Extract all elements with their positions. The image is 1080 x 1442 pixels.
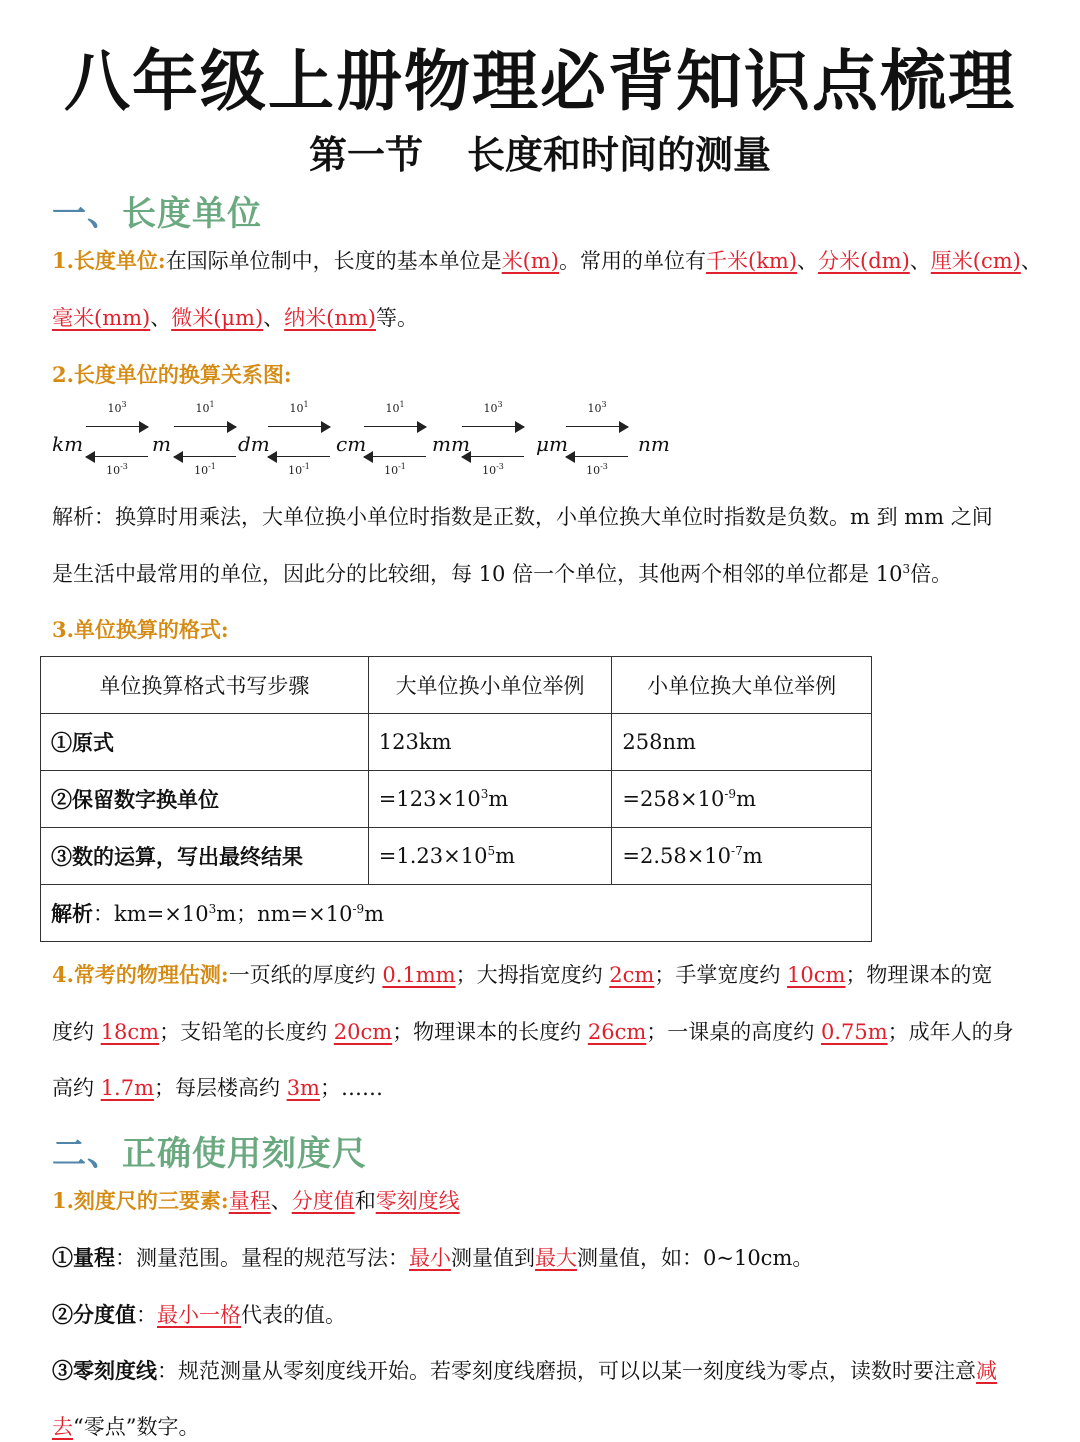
point-label-conversion-diagram — [52, 360, 1032, 390]
exponent: 3 — [208, 902, 217, 916]
table-header-row — [41, 657, 872, 714]
text: =1.23×10 — [378, 844, 488, 868]
exponent-base: 10 — [289, 402, 304, 415]
table-cell-example — [612, 828, 872, 885]
arrow-right-icon — [174, 418, 236, 436]
key-term: 米(m) — [501, 249, 559, 273]
text: m — [495, 844, 516, 868]
text: 和 — [354, 1189, 376, 1213]
divisor-label — [566, 464, 628, 477]
text: 一页纸的厚度约 — [228, 963, 383, 987]
text: 是生活中最常用的单位，因此分的比较细，每 10 倍一个单位，其他两个相邻的单位都是 10 — [52, 562, 903, 586]
table-row — [41, 828, 872, 885]
divisor-label — [174, 464, 236, 477]
point-label: 3.单位换算的格式: — [52, 617, 229, 642]
key-term: 千米(km) — [706, 249, 798, 273]
estimate-value: 0.1mm — [382, 963, 456, 987]
exponent-base: 10 — [106, 464, 121, 477]
unit-conversion-diagram — [52, 400, 692, 486]
key-term: 最大 — [535, 1246, 577, 1270]
text: 、 — [150, 306, 172, 330]
text: m — [742, 844, 763, 868]
page-title: 八年级上册物理必背知识点梳理 — [64, 43, 1016, 120]
text: 123km — [378, 730, 452, 754]
paragraph-ruler-elements — [52, 1186, 1032, 1216]
paragraph-length-units-cont — [52, 303, 1032, 333]
estimate-value: 20cm — [333, 1020, 393, 1044]
table-header: 大单位换小单位举例 — [368, 657, 612, 714]
table-note-row — [41, 885, 872, 942]
exponent: -9 — [352, 902, 365, 916]
point-label: 1.长度单位: — [52, 248, 166, 273]
paragraph-range — [52, 1243, 1032, 1273]
text: ；…… — [319, 1076, 383, 1100]
paragraph-estimates-3 — [52, 1073, 1032, 1103]
section-mark: 二、 — [52, 1134, 122, 1174]
unit-label: μm — [536, 432, 568, 456]
exponent: -9 — [724, 787, 737, 801]
analysis-line-2 — [52, 559, 1032, 589]
section-heading-2 — [52, 1126, 367, 1175]
multiplier-label — [268, 402, 330, 415]
table-header: 单位换算格式书写步骤 — [41, 657, 369, 714]
item-label: ①量程 — [52, 1245, 115, 1270]
key-term: 厘米(cm) — [930, 249, 1021, 273]
key-term: 最小 — [409, 1246, 451, 1270]
divisor-label — [462, 464, 524, 477]
exponent: -3 — [120, 462, 128, 471]
key-term: 零刻度线 — [375, 1189, 460, 1213]
exponent: 1 — [399, 400, 405, 409]
text: =2.58×10 — [622, 844, 732, 868]
exponent: 1 — [209, 400, 215, 409]
text: 、 — [1020, 249, 1042, 273]
text: 代表的值。 — [241, 1303, 346, 1327]
key-term: 分米(dm) — [818, 249, 910, 273]
text: 258nm — [622, 730, 696, 754]
text: “零点”数字。 — [73, 1415, 200, 1439]
table-cell-step: ③数的运算，写出最终结果 — [41, 828, 369, 885]
estimate-value: 1.7m — [100, 1076, 154, 1100]
table-cell-example — [368, 771, 612, 828]
key-term: 最小一格 — [157, 1303, 241, 1327]
estimate-value: 0.75m — [820, 1020, 888, 1044]
text: m — [488, 787, 509, 811]
text: ；一课桌的高度约 — [646, 1020, 821, 1044]
divisor-label — [268, 464, 330, 477]
key-term: 量程 — [228, 1189, 271, 1213]
multiplier-label — [566, 402, 628, 415]
text: 测量值到 — [451, 1246, 535, 1270]
point-label: 1.刻度尺的三要素: — [52, 1188, 229, 1213]
table-cell-example — [368, 714, 612, 771]
paragraph-estimates-2 — [52, 1017, 1032, 1047]
divisor-label — [364, 464, 426, 477]
exponent: 1 — [303, 400, 309, 409]
section-title: 长度单位 — [122, 194, 262, 234]
exponent-base: 10 — [482, 464, 497, 477]
key-term: 减 — [976, 1359, 997, 1383]
arrow-right-icon — [86, 418, 148, 436]
unit-label: cm — [336, 432, 367, 456]
multiplier-label — [86, 402, 148, 415]
estimate-value: 2cm — [609, 963, 655, 987]
text: 测量值，如：0~10cm。 — [577, 1246, 814, 1270]
key-term: 毫米(mm) — [52, 306, 151, 330]
exponent: 3 — [480, 787, 489, 801]
paragraph-length-units — [52, 246, 1042, 276]
text: ；物理课本的宽 — [845, 963, 993, 987]
arrow-right-icon — [364, 418, 426, 436]
text: m — [364, 902, 385, 926]
section-heading-1 — [52, 186, 262, 235]
paragraph-zero-line-cont — [52, 1412, 1032, 1442]
exponent-base: 10 — [385, 402, 400, 415]
text: m；nm=×10 — [216, 902, 353, 926]
exponent: -3 — [496, 462, 504, 471]
text: ；大拇指宽度约 — [455, 963, 610, 987]
conversion-format-table — [40, 656, 872, 942]
exponent: -7 — [731, 844, 743, 858]
unit-label: m — [152, 432, 171, 456]
text: 、 — [797, 249, 819, 273]
exponent: 3 — [601, 400, 607, 409]
exponent-base: 10 — [107, 402, 122, 415]
text: 、 — [263, 306, 285, 330]
estimate-value: 26cm — [587, 1020, 647, 1044]
exponent-base: 10 — [288, 464, 303, 477]
exponent: -3 — [600, 462, 608, 471]
text: 、 — [270, 1189, 292, 1213]
table-cell-example — [612, 771, 872, 828]
arrow-right-icon — [268, 418, 330, 436]
subtitle-section: 第一节 — [308, 133, 423, 177]
text: ；每层楼高约 — [154, 1076, 287, 1100]
unit-label: nm — [638, 432, 670, 456]
table-cell-step: ①原式 — [41, 714, 369, 771]
text: 等。 — [376, 306, 418, 330]
unit-label: mm — [432, 432, 470, 456]
text: ：规范测量从零刻度线开始。若零刻度线磨损，可以以某一刻度线为零点，读数时要注意 — [157, 1359, 976, 1383]
exponent-base: 10 — [587, 402, 602, 415]
key-term: 分度值 — [291, 1189, 355, 1213]
paragraph-division-value — [52, 1300, 1032, 1330]
exponent: 3 — [497, 400, 503, 409]
table-cell-example — [612, 714, 872, 771]
exponent: 3 — [902, 562, 911, 576]
text: 度约 — [52, 1020, 101, 1044]
text: ；成年人的身 — [887, 1020, 1014, 1044]
estimate-value: 10cm — [787, 963, 846, 987]
multiplier-label — [174, 402, 236, 415]
multiplier-label — [462, 402, 524, 415]
unit-label: dm — [238, 432, 270, 456]
text: ；支铅笔的长度约 — [159, 1020, 334, 1044]
table-note — [41, 885, 872, 942]
table-cell-step: ②保留数字换单位 — [41, 771, 369, 828]
text: ；物理课本的长度约 — [392, 1020, 588, 1044]
exponent-base: 10 — [195, 402, 210, 415]
estimate-value: 3m — [286, 1076, 320, 1100]
unit-label: km — [52, 432, 84, 456]
exponent: -1 — [302, 462, 310, 471]
text: ；手掌宽度约 — [654, 963, 788, 987]
table-cell-example — [368, 828, 612, 885]
exponent-base: 10 — [483, 402, 498, 415]
item-label: ③零刻度线 — [52, 1358, 157, 1383]
key-term: 微米(μm) — [171, 306, 264, 330]
text: =258×10 — [622, 787, 725, 811]
point-label: 2.长度单位的换算关系图: — [52, 362, 292, 387]
text: 倍。 — [910, 562, 953, 586]
section-mark: 一、 — [52, 194, 122, 234]
key-term: 去 — [52, 1415, 73, 1439]
text: 。常用的单位有 — [559, 249, 706, 273]
point-label: 4.常考的物理估测: — [52, 962, 229, 987]
text: ：km=×10 — [93, 902, 209, 926]
subtitle-name: 长度和时间的测量 — [467, 133, 772, 177]
section-title: 正确使用刻度尺 — [122, 1134, 367, 1174]
estimate-value: 18cm — [100, 1020, 160, 1044]
divisor-label — [86, 464, 148, 477]
table-row — [41, 714, 872, 771]
exponent-base: 10 — [586, 464, 601, 477]
table-row — [41, 771, 872, 828]
table-header: 小单位换大单位举例 — [612, 657, 872, 714]
multiplier-label — [364, 402, 426, 415]
text: =123×10 — [378, 787, 481, 811]
arrow-right-icon — [566, 418, 628, 436]
exponent: 3 — [121, 400, 127, 409]
exponent: -1 — [398, 462, 406, 471]
text: 在国际单位制中，长度的基本单位是 — [165, 249, 502, 273]
point-label-format — [52, 615, 1032, 645]
arrow-right-icon — [462, 418, 524, 436]
exponent-base: 10 — [194, 464, 209, 477]
text: m — [736, 787, 756, 811]
text: ：测量范围。量程的规范写法： — [115, 1246, 409, 1270]
item-label: ②分度值 — [52, 1302, 136, 1327]
analysis-line-1: 解析：换算时用乘法，大单位换小单位时指数是正数，小单位换大单位时指数是负数。m 到 mm 之间 — [52, 505, 993, 529]
key-term: 纳米(nm) — [284, 306, 376, 330]
exponent: 5 — [487, 844, 496, 858]
paragraph-zero-line — [52, 1356, 1032, 1386]
exponent-base: 10 — [384, 464, 399, 477]
section-subtitle — [0, 124, 1080, 179]
paragraph-estimates-1 — [52, 960, 1032, 990]
text: ： — [136, 1303, 157, 1327]
exponent: -1 — [208, 462, 216, 471]
text: 、 — [909, 249, 931, 273]
text: 高约 — [52, 1076, 101, 1100]
note-label: 解析 — [51, 901, 93, 926]
